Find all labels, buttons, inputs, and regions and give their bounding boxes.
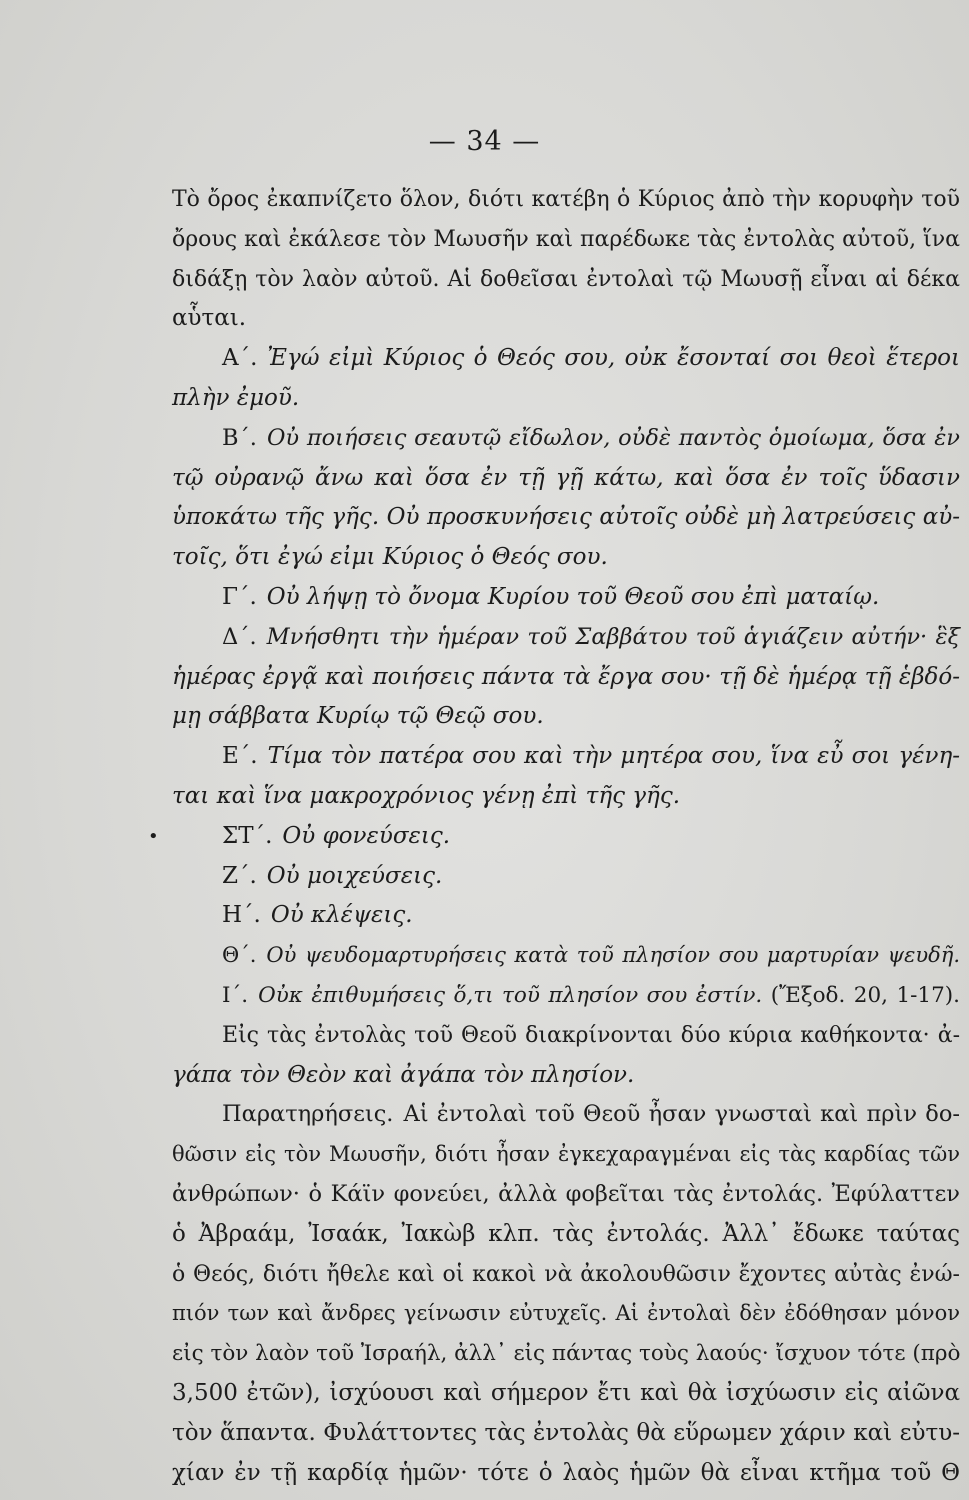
remarks-line-10: χίαν ἐν τῇ καρδίᾳ ἡμῶν· τότε ὁ λαὸς ἡμῶν θὰ εἶναι κτῆμα τοῦ Θ (172, 1459, 960, 1486)
commandment-10 (172, 976, 960, 1016)
commandment-5-label: Ε΄. (222, 743, 258, 770)
remarks-line-1 (172, 1095, 960, 1135)
page-number: — 34 — (428, 126, 541, 157)
commandment-1-text: Ἐγώ εἰμὶ Κύριος ὁ Θεός σου, οὐκ ἔσονταί σοι θεοὶ ἕτεροι (267, 345, 960, 372)
intro-line-2: ὄρους καὶ ἐκάλεσε τὸν Μωυσῆν καὶ παρέδωκε τὰς ἐντολὰς αὐτοῦ, ἵνα (172, 226, 960, 252)
commandment-5-text: Τίμα τὸν πατέρα σου καὶ τὴν μητέρα σου, ἵνα εὖ σοι γένη- (267, 743, 960, 770)
commandment-5 (172, 737, 960, 777)
scripture-reference: (Ἔξοδ. 20, 1-17). (770, 982, 960, 1008)
commandment-5-cont: ται καὶ ἵνα μακροχρόνιος γένῃ ἐπὶ τῆς γῆς. (172, 782, 681, 809)
remarks-line-8: 3,500 ἐτῶν), ἰσχύουσι καὶ σήμερον ἔτι καὶ θὰ ἰσχύωσιν εἰς αἰῶνα (172, 1379, 960, 1406)
stray-mark: • (148, 825, 159, 847)
commandment-9 (172, 936, 960, 976)
commandment-6-text: Οὐ φονεύσεις. (282, 822, 451, 849)
commandment-1-label: Α΄. (222, 345, 258, 372)
intro-line-3: διδάξῃ τὸν λαὸν αὐτοῦ. Αἱ δοθεῖσαι ἐντολαὶ τῷ Μωυσῇ εἶναι αἱ δέκα (172, 266, 960, 292)
commandment-4 (172, 618, 960, 658)
remarks-line-9: τὸν ἅπαντα. Φυλάττοντες τὰς ἐντολὰς θὰ εὕρωμεν χάριν καὶ εὐτυ- (172, 1419, 960, 1446)
commandment-4-text: Μνήσθητι τὴν ἡμέραν τοῦ Σαββάτου τοῦ ἁγιάζειν αὐτήν· ἓξ (266, 623, 960, 650)
commandment-3-text: Οὐ λήψῃ τὸ ὄνομα Κυρίου τοῦ Θεοῦ σου ἐπὶ ματαίῳ. (266, 583, 880, 610)
commandment-4-cont-1: ἡμέρας ἐργᾷ καὶ ποιήσεις πάντα τὰ ἔργα σου· τῇ δὲ ἡμέρᾳ τῇ ἑβδό- (172, 663, 960, 690)
commandment-6 (148, 817, 960, 857)
remarks-line-1-text: Αἱ ἐντολαὶ τοῦ Θεοῦ ἦσαν γνωσταὶ καὶ πρὶν δο- (403, 1101, 960, 1128)
commandment-7 (172, 857, 960, 897)
summary-line-2: γάπα τὸν Θεὸν καὶ ἀγάπα τὸν πλησίον. (172, 1061, 635, 1088)
commandment-10-label: Ι΄. (222, 982, 249, 1008)
page-body (148, 180, 961, 1493)
commandment-2-text: Οὐ ποιήσεις σεαυτῷ εἴδωλον, οὐδὲ παντὸς ὁμοίωμα, ὅσα ἐν (266, 424, 960, 451)
commandment-3 (172, 578, 960, 618)
commandment-8-text: Οὐ κλέψεις. (270, 902, 413, 929)
summary-line-1: Εἰς τὰς ἐντολὰς τοῦ Θεοῦ διακρίνονται δύο κύρια καθήκοντα· ἀ- (222, 1022, 960, 1048)
remarks-line-4: ὁ Ἀβραάμ, Ἰσαάκ, Ἰακὼβ κλπ. τὰς ἐντολάς. Ἀλλ᾽ ἔδωκε ταύτας (172, 1220, 960, 1247)
commandment-6-label: ΣΤ΄. (222, 822, 273, 849)
commandment-2-cont-3: τοῖς, ὅτι ἐγώ εἰμι Κύριος ὁ Θεός σου. (172, 544, 608, 571)
commandment-8-label: Η΄. (222, 902, 261, 929)
commandment-4-cont-2: μῃ σάββατα Κυρίῳ τῷ Θεῷ σου. (172, 703, 544, 730)
commandment-9-text: Οὐ ψευδομαρτυρήσεις κατὰ τοῦ πλησίον σου μαρτυρίαν ψευδῆ. (266, 943, 960, 968)
remarks-line-5: ὁ Θεός, διότι ἤθελε καὶ οἱ κακοὶ νὰ ἀκολουθῶσιν ἔχοντες αὐτὰς ἐνώ- (172, 1261, 960, 1287)
remarks-line-2: θῶσιν εἰς τὸν Μωυσῆν, διότι ἦσαν ἐγκεχαραγμέναι εἰς τὰς καρδίας τῶν (172, 1142, 960, 1167)
commandment-4-label: Δ΄. (222, 623, 257, 650)
remarks-line-7: εἰς τὸν λαὸν τοῦ Ἰσραήλ, ἀλλ᾽ εἰς πάντας τοὺς λαούς· ἴσχυον τότε (πρὸ (172, 1341, 961, 1367)
commandment-1 (172, 339, 960, 379)
commandment-2 (172, 419, 960, 459)
commandment-3-label: Γ΄. (222, 583, 257, 610)
commandment-8 (172, 896, 960, 936)
intro-line-4: αὗται. (172, 305, 247, 332)
commandment-2-label: Β΄. (222, 424, 257, 451)
commandment-2-cont-1: τῷ οὐρανῷ ἄνω καὶ ὅσα ἐν τῇ γῇ κάτω, καὶ ὅσα ἐν τοῖς ὕδασιν (172, 464, 960, 491)
commandment-1-cont: πλὴν ἐμοῦ. (172, 384, 300, 411)
commandment-10-text: Οὐκ ἐπιθυμήσεις ὅ,τι τοῦ πλησίον σου ἐστίν. (258, 982, 763, 1008)
intro-line-1: Τὸ ὄρος ἐκαπνίζετο ὅλον, διότι κατέβη ὁ Κύριος ἀπὸ τὴν κορυφὴν τοῦ (172, 187, 960, 212)
commandment-7-label: Ζ΄. (222, 862, 257, 889)
remarks-line-6: πιόν των καὶ ἄνδρες γείνωσιν εὐτυχεῖς. Αἱ ἐντολαὶ δὲν ἐδόθησαν μόνον (172, 1301, 960, 1326)
remarks-line-3: ἀνθρώπων· ὁ Κάϊν φονεύει, ἀλλὰ φοβεῖται τὰς ἐντολάς. Ἐφύλαττεν (172, 1180, 960, 1207)
commandment-2-cont-2: ὑποκάτω τῆς γῆς. Οὐ προσκυνήσεις αὐτοῖς οὐδὲ μὴ λατρεύσεις αὐ- (172, 504, 960, 531)
commandment-9-label: Θ΄. (222, 943, 257, 968)
commandment-7-text: Οὐ μοιχεύσεις. (266, 862, 443, 889)
remarks-heading: Παρατηρήσεις. (222, 1101, 394, 1128)
